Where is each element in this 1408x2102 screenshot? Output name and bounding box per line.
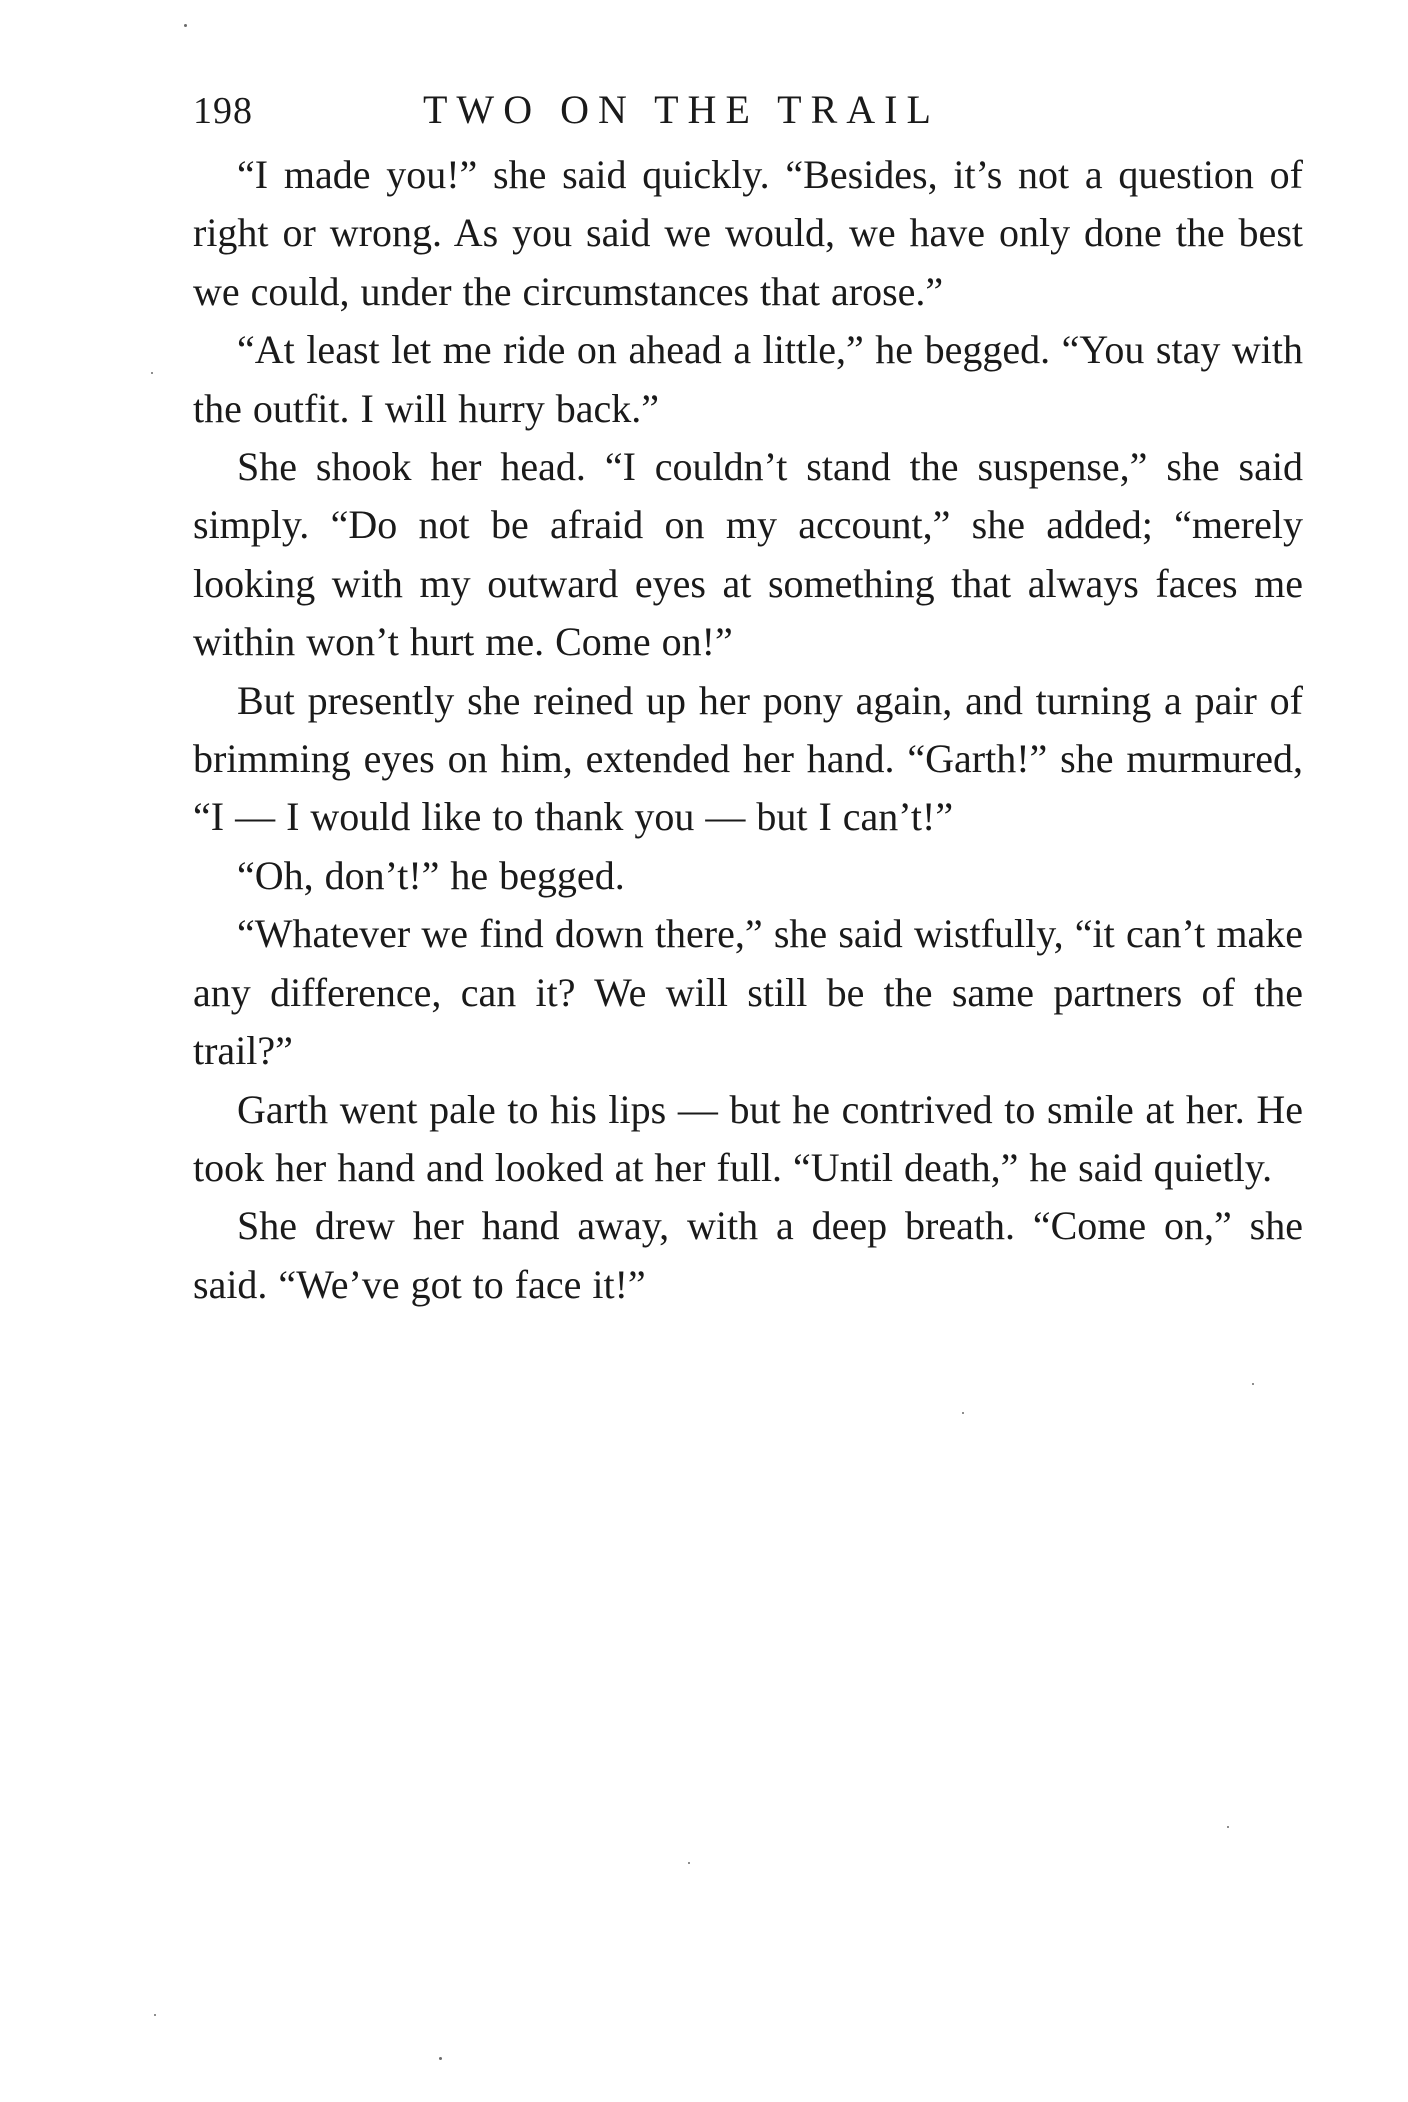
paper-speck [1252,1383,1254,1385]
paragraph: She drew her hand away, with a deep breath. “Come on,” she said. “We’ve got to face it!” [193,1203,1303,1307]
paper-speck [154,2014,156,2016]
paragraph: “At least let me ride on ahead a little,” he begged. “You stay with the outfit. I will hurry back.” [193,327,1303,431]
book-page [193,86,1303,1314]
paragraph: “I made you!” she said quickly. “Besides, it’s not a question of right or wrong. As you said we would, we have only done the best we could, under the circumstances that arose.” [193,152,1303,314]
running-title: TWO ON THE TRAIL [423,87,940,132]
running-head [193,86,1303,142]
paragraph: “Oh, don’t!” he begged. [237,852,625,898]
paper-speck [184,24,187,27]
paper-speck [439,2057,442,2060]
paragraph: Garth went pale to his lips — but he contrived to smile at her. He took her hand and looked at her full. “Until death,” he said quietly. [193,1086,1303,1190]
paper-speck [151,372,153,374]
paper-speck [1227,1826,1229,1828]
body-text [193,146,1303,1314]
page-number: 198 [193,90,253,132]
paper-speck [688,1862,690,1864]
paragraph: She shook her head. “I couldn’t stand the suspense,” she said simply. “Do not be afraid on my account,” she added; “merely looking with my outward eyes at something that always faces me within won’t hurt me. Come on!” [193,444,1303,665]
paper-speck [962,1412,964,1414]
paragraph: But presently she reined up her pony again, and turning a pair of brimming eyes on him, extended her hand. “Garth!” she murmured, “I — I would like to thank you — but I can’t!” [193,677,1303,840]
paragraph: “Whatever we find down there,” she said wistfully, “it can’t make any difference, can it? We will still be the same partners of the trail?” [193,911,1303,1074]
